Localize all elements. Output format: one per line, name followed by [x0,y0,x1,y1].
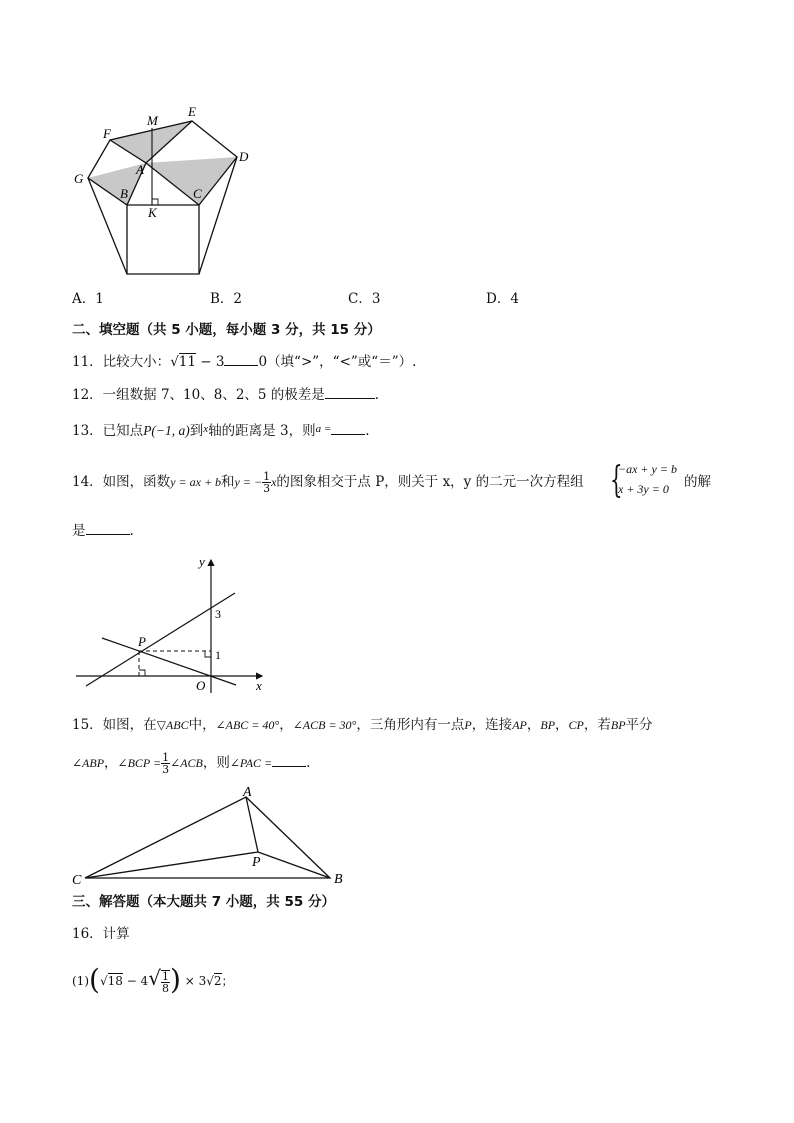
q13-var: a = [315,423,332,435]
label-F: F [103,126,111,141]
q14-graph-figure [70,553,270,698]
q14-f2-fraction [262,471,271,494]
q15-sep3: ， [555,717,569,733]
q16-fraction [161,970,170,994]
q15-num: 1 [162,751,170,764]
label-K: K [148,205,157,220]
q13-mid2: 轴的距离是 3，则 [208,423,316,439]
q15-ang2: ∠ACB = 30° [292,718,357,732]
question-12 [72,385,379,404]
q12-text: 12．一组数据 7、10、8、2、5 的极差是 [72,387,325,403]
q16-rparen: ) [169,963,181,996]
q15-bp2: BP [610,718,626,732]
option-c[interactable]: C．3 [348,291,381,307]
q14-line2-text: 是 [72,523,86,539]
label-D: D [239,149,249,164]
q15-sep2: ， [526,717,541,733]
q16-f-num: 1 [161,969,169,983]
q13-answer-blank[interactable] [331,421,365,435]
label-C: C [72,873,82,888]
segment-ap [246,797,258,852]
line-y-ax-b [86,593,235,686]
label-1: 1 [215,648,221,662]
option-b[interactable]: B．2 [210,291,243,307]
q15-sep1: ， [279,717,293,733]
q14-answer-blank[interactable] [86,521,130,535]
q15-fraction [161,752,170,775]
question-14 [72,471,584,494]
q16-f-den: 8 [161,981,169,995]
q15-abp: ∠ABP [72,756,105,770]
right-angle-mark-2 [205,651,211,657]
q13-axis: x [203,423,209,435]
label-B: B [120,186,128,201]
question-13 [72,420,370,440]
q15-ap: AP [512,718,527,732]
q15-ang1: ∠ABC = 40° [215,718,280,732]
q16-r2: 2 [213,974,222,988]
label-O: O [196,678,206,693]
q13-point: P(−1, a) [143,423,190,438]
q13-prefix: 13．已知点 [72,423,144,439]
section-3-title: 三、解答题（本大题共 7 小题，共 55 分） [72,894,335,910]
square-bottom [127,205,199,274]
q14-and: 和 [221,474,235,490]
q14-f2-lhs: y = − [234,475,263,489]
q11-minus: − 3 [195,354,225,370]
q11-radicand: 11 [178,354,196,370]
triangle-abc [85,797,330,878]
q14-mid: 的图象相交于点 P，则关于 x，y 的二元一次方程组 [276,474,584,490]
q15-mid: ，三角形内有一点 [356,717,465,733]
q15-den: 3 [162,763,170,776]
q15-pingfen: 平分 [625,717,653,733]
q14-f1: y = ax + b [170,475,222,489]
q13-end: . [365,423,370,439]
q15-answer-blank[interactable] [272,753,306,767]
q14-f2-den: 3 [263,482,271,495]
q16-times: × 3 [180,974,207,988]
label-3: 3 [215,607,221,621]
label-P: P [252,855,261,870]
q11-suffix: （填“>”，“<”或“＝”）. [267,354,417,370]
q15-bp: BP [540,718,556,732]
q14-system-brace: { [610,460,623,501]
q16-sqrt1: √18 [99,974,123,988]
label-E: E [188,104,196,119]
q15-sep4: ， [104,755,118,771]
pentagon-squares-figure [60,100,260,285]
q15-triangle-figure [68,780,358,890]
q15-cp: CP [568,718,584,732]
q12-end: . [374,387,380,403]
option-a[interactable]: A．1 [72,291,104,307]
q14-after: 的解 [684,474,711,490]
q11-answer-blank[interactable] [224,352,258,366]
q16-sqrt-frac: √ [148,966,161,990]
q15-pt: P [464,718,472,732]
q14-prefix: 14．如图，函数 [72,474,171,490]
q15-ruo: ，若 [583,717,611,733]
q15-prefix: 15．如图，在 [72,717,157,733]
right-angle-mark-1 [139,670,145,676]
q15-tri: ▽ABC [156,718,189,732]
question-15-line1 [72,716,653,734]
label-P: P [138,634,146,649]
q16-end: ； [221,974,234,988]
q16-label: (1) [72,974,89,988]
q15-then: ，则 [202,755,230,771]
q16-lparen: ( [89,963,100,996]
q12-answer-blank[interactable] [325,385,375,399]
q16-sqrt2: √2 [206,974,222,988]
q13-mid1: 到 [189,423,204,439]
q16-r1: 18 [107,974,123,988]
q15-acb: ∠ACB [170,756,203,770]
q15-pac: ∠PAC = [229,756,273,770]
q14-system-eq2: x + 3y = 0 [618,482,669,496]
q14-f2-x: x [271,475,277,489]
q14-f2-num: 1 [263,470,271,483]
q15-in: 中， [188,717,216,733]
q14-line2 [72,521,134,540]
q15-bcp: ∠BCP = [117,756,162,770]
question-11 [72,352,416,371]
q15-mid2: ，连接 [471,717,513,733]
sqrt-symbol: √ [170,354,179,370]
q11-prefix: 11．比较大小： [72,354,171,370]
label-B: B [334,872,343,887]
label-M: M [147,113,158,128]
q14-system-eq1: −ax + y = b [618,462,677,476]
q16-title: 16．计算 [72,926,130,942]
label-C: C [193,186,202,201]
label-x: x [256,678,262,693]
question-15-line2 [72,752,310,775]
q14-end: . [129,523,134,539]
label-A: A [243,785,252,800]
option-d[interactable]: D．4 [486,291,519,307]
q16-coef: − 4 [122,974,149,988]
label-y: y [199,554,205,569]
section-2-title: 二、填空题（共 5 小题，每小题 3 分，共 15 分） [72,322,381,338]
label-A: A [136,162,144,177]
label-G: G [74,171,84,186]
q16-part1 [72,963,234,996]
segment-bp [258,852,330,878]
q11-zero: 0 [258,354,268,370]
q11-sqrt [170,353,196,370]
q15-end: . [306,755,311,771]
